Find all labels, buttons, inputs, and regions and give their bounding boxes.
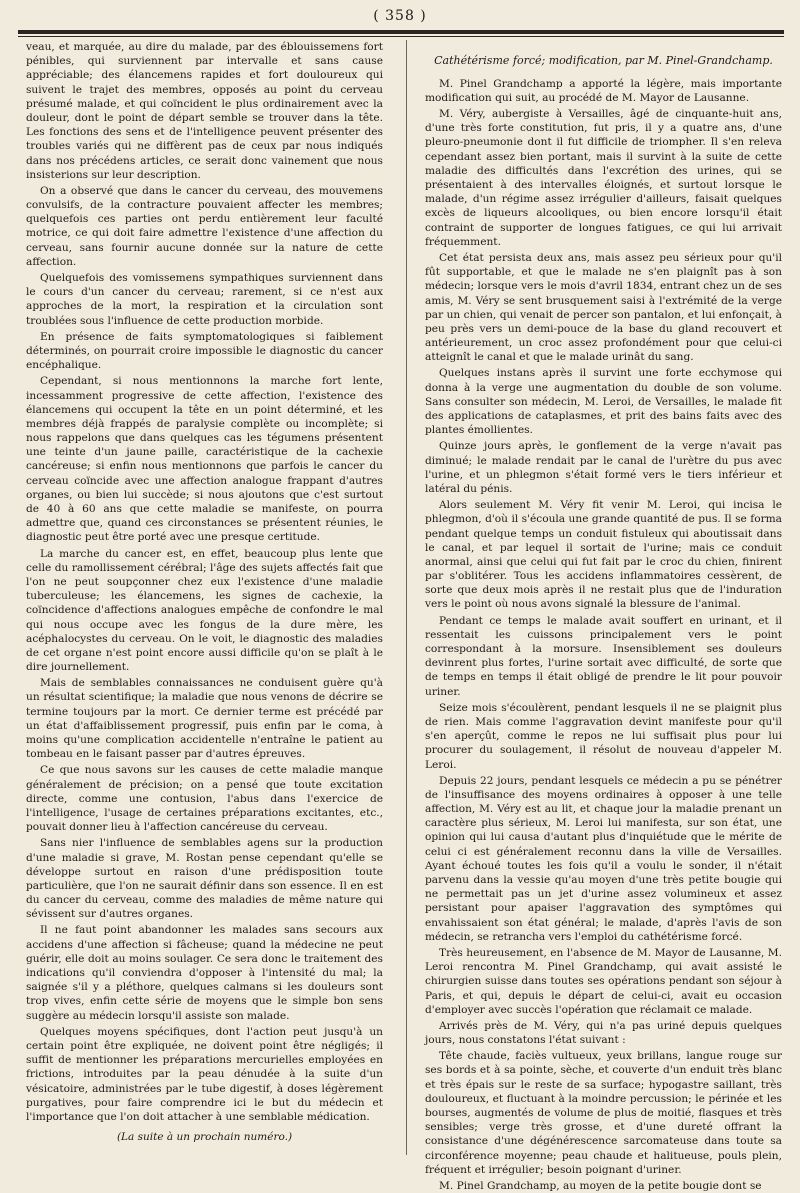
article-heading: Cathétérisme forcé; modification, par M. Pinel-Grandchamp.: [434, 54, 773, 67]
paragraph: veau, et marquée, au dire du malade, par des éblouissemens fort pénibles, qui surviennent par intervalle et sans cause appréciable; des élancemens rapides et fort douloureux qui suivent le trajet des membres, opposés au point du cerveau présumé malade, et qui coïncident le plus ordinairement avec la douleur, dont le point de départ semble se trouver dans la tête. Les fonctions des sens et de l'intelligence peuvent présenter des troubles variés qui ne diffèrent pas de ceux par nous indiqués dans nos précédens articles, ce serait donc vainement que nous insisterions sur leur description.: [26, 41, 383, 181]
paragraph: On a observé que dans le cancer du cerveau, des mouvemens convulsifs, de la contracture pouvaient affecter les membres; quelquefois ces parties ont perdu entièrement leur faculté motrice, ce qui doit faire admettre l'existence d'une affection du cerveau, sans fournir aucune donnée sur la nature de cette affection.: [26, 184, 383, 268]
paragraph: M. Pinel Grandchamp a apporté la légère, mais importante modification qui suit, au procédé de M. Mayor de Lausanne.: [425, 77, 782, 104]
paragraph: Quinze jours après, le gonflement de la verge n'avait pas diminué; le malade rendait par le canal de l'urètre du pus avec l'urine, et un phlegmon s'était formé vers le tiers inférieur et latéral du pénis.: [425, 440, 782, 495]
left-column: [26, 40, 383, 1162]
paragraph: Pendant ce temps le malade avait souffert en urinant, et il ressentait les cuissons principalement vers le point correspondant à la morsure. Insensiblement ses douleurs devinrent plus fortes, l'urine sortait avec difficulté, de sorte que de temps en temps il était obligé de prendre le lit pour pouvoir uriner.: [425, 614, 782, 698]
header-rule: [18, 30, 784, 34]
paragraph: Cet état persista deux ans, mais assez peu sérieux pour qu'il fût supportable, et que le malade ne s'en plaignît pas à son médecin; lorsque vers le mois d'avril 1834, entrant chez un de ses amis, M. Véry se sent brusquement saisi à l'extrémité de la verge par un chien, qui venait de percer son pantalon, et lui enfonçait, à peu près vers un demi-pouce de la base du gland recouvert et antérieurement, un croc assez profondément pour que celui-ci atteignît le canal et que le malade urinât du sang.: [425, 251, 782, 364]
paragraph: M. Pinel Grandchamp, au moyen de la petite bougie dont se: [439, 1179, 762, 1192]
paragraph: Quelques instans après il survint une forte ecchymose qui donna à la verge une augmentation du double de son volume. Sans consulter son médecin, M. Leroi, de Versailles, le malade fit des applications de cataplasmes, et prit des bains faits avec des plantes émollientes.: [425, 367, 782, 437]
paragraph: Mais de semblables connaissances ne conduisent guère qu'à un résultat scientifique; la maladie que nous venons de décrire se termine toujours par la mort. Ce dernier terme est précédé par un état d'affaiblissement progressif, puis enfin par le coma, à moins qu'une complication accidentelle n'entraîne le patient au tombeau en le faisant passer par d'autres épreuves.: [26, 677, 383, 761]
paragraph: Depuis 22 jours, pendant lesquels ce médecin a pu se pénétrer de l'insuffisance des moyens ordinaires à opposer à une telle affection, M. Véry est au lit, et chaque jour la maladie prenant un caractère plus sérieux, M. Leroi lui manifesta, sur son état, une opinion qui lui causa d'autant plus d'inquiétude que le mérite de celui ci est généralement reconnu dans la ville de Versailles. Ayant échoué toutes les fois qu'il a voulu le sonder, il n'était parvenu dans la vessie qu'au moyen d'une très petite bougie qui ne permettait pas un jet d'urine assez volumineux et assez persistant pour apaiser l'aggravation des symptômes qui envahissaient son état général; le malade, d'après l'avis de son médecin, se retrancha vers l'emploi du cathétérisme forcé.: [425, 774, 782, 943]
paragraph: En présence de faits symptomatologiques si faiblement déterminés, on pourrait croire impossible le diagnostic du cancer encéphalique.: [26, 330, 383, 372]
paragraph: Ce que nous savons sur les causes de cette maladie manque généralement de précision; on a pensé que toute excitation directe, comme une contusion, l'abus dans l'exercice de l'intelligence, l'usage de certaines préparations excitantes, etc., pouvait donner lieu à l'affection cancéreuse du cerveau.: [26, 764, 383, 834]
paragraph: Tête chaude, faciès vultueux, yeux brillans, langue rouge sur ses bords et à sa pointe, sèche, et couverte d'un enduit très blanc et très épais sur le reste de sa surface; hypogastre saillant, très douloureux, et fluctuant à la moindre percussion; le périnée et les bourses, augmentés de volume de plus de moitié, flasques et très sensibles; verge très grosse, et d'une dureté offrant la consistance d'une dégénérescence sarcomateuse dans toute sa circonférence moyenne; peau chaude et halitueuse, pouls plein, fréquent et irrégulier; besoin poignant d'uriner.: [425, 1050, 782, 1176]
paragraph: Il ne faut point abandonner les malades sans secours aux accidens d'une affection si fâcheuse; quand la médecine ne peut guérir, elle doit au moins soulager. Ce sera donc le traitement des indications qu'il conviendra d'opposer à l'intensité du mal; la saignée s'il y a pléthore, quelques calmans si les douleurs sont trop vives, enfin cette série de moyens que le simple bon sens suggère au médecin lorsqu'il assiste son malade.: [26, 924, 383, 1022]
continuation-note: (La suite à un prochain numéro.): [116, 1131, 293, 1144]
page-number: ( 358 ): [373, 8, 427, 24]
right-column: [425, 40, 782, 1192]
paragraph: Alors seulement M. Véry fit venir M. Leroi, qui incisa le phlegmon, d'où il s'écoula une grande quantité de pus. Il se forma pendant quelque temps un conduit fistuleux qui aboutissait dans le canal, et par lequel il sortait de l'urine; mais ce conduit anormal, ainsi que celui qui fut fait par le croc du chien, finirent par s'oblitérer. Tous les accidens inflammatoires cessèrent, de sorte que deux mois après il ne restait plus que de l'induration vers le point où nous avons signalé la blessure de l'animal.: [425, 499, 782, 611]
paragraph: La marche du cancer est, en effet, beaucoup plus lente que celle du ramollissement cérébral; l'âge des sujets affectés fait que l'on ne peut soupçonner chez eux l'existence d'une maladie tuberculeuse; les élancemens, les signes de cachexie, la coïncidence d'affections analogues empêche de confondre le mal qui nous occupe avec les fongus de la dure mère, les acéphalocystes du cerveau. On le voit, le diagnostic des maladies de cet organe n'est point encore aussi difficile qu'on se plaît à le dire journellement.: [26, 547, 383, 674]
paragraph: Quelquefois des vomissemens sympathiques surviennent dans le cours d'un cancer du cerveau; rarement, si ce n'est aux approches de la mort, la respiration et la circulation sont troublées sous l'influence de cette production morbide.: [26, 272, 383, 327]
paragraph: Très heureusement, en l'absence de M. Mayor de Lausanne, M. Leroi rencontra M. Pinel Grandchamp, qui avait assisté le chirurgien suisse dans toutes ses opérations pendant son séjour à Paris, et qui, depuis le départ de celui-ci, avait eu occasion d'employer avec succès l'opération que réclamait ce malade.: [425, 946, 782, 1016]
paragraph: Seize mois s'écoulèrent, pendant lesquels il ne se plaignit plus de rien. Mais comme l'aggravation devint manifeste pour qu'il s'en aperçût, comme le repos ne lui suffisait plus pour lui procurer du soulagement, il résolut de nouveau d'appeler M. Leroi.: [425, 701, 782, 771]
header-rule-thin: [18, 36, 784, 37]
paragraph: Cependant, si nous mentionnons la marche fort lente, incessamment progressive de cette affection, l'existence des élancemens qui occupent la tête en un point déterminé, et les membres déjà frappés de paralysie complète ou incomplète; si nous rappelons que dans quelques cas les tégumens présentent une teinte d'un jaune paille, caractéristique de la cachexie cancéreuse; si enfin nous mentionnons que parfois le cancer du cerveau coïncide avec une affection analogue frappant d'autres organes, ou bien lui succède; si nous ajoutons que c'est surtout de 40 à 60 ans que cette maladie se manifeste, on pourra admettre que, quand ces circonstances se présentent réunies, le diagnostic peut être porté avec une presque certitude.: [26, 375, 383, 544]
paragraph: M. Véry, aubergiste à Versailles, âgé de cinquante-huit ans, d'une très forte constitution, fut pris, il y a quatre ans, d'une pleuro-pneumonie dont il fut difficile de triompher. Il s'en releva cependant assez bien portant, mais il survint à la suite de cette maladie des difficultés dans l'excrétion des urines, qui se présentaient à des intervalles éloignés, et surtout lorsque le malade, d'un régime assez irrégulier d'ailleurs, faisait quelques excès de liqueurs alcooliques, ou bien encore lorsqu'il était contraint de supporter de longues fatigues, ce qui lui arrivait fréquemment.: [425, 108, 782, 248]
paragraph: Quelques moyens spécifiques, dont l'action peut jusqu'à un certain point être expliquée, ne doivent point être négligés; il suffit de mentionner les préparations mercurielles employées en frictions, introduites par la peau dénudée à la suite d'un vésicatoire, administrées par le tube digestif, à doses légèrement purgatives, pour faire comprendre ici le but du médecin et l'importance que l'on doit attacher à une semblable médication.: [26, 1025, 383, 1123]
paragraph: Arrivés près de M. Véry, qui n'a pas uriné depuis quelques jours, nous constatons l'état suivant :: [425, 1019, 782, 1047]
column-divider: [406, 40, 407, 1155]
paragraph: Sans nier l'influence de semblables agens sur la production d'une maladie si grave, M. Rostan pense cependant qu'elle se développe surtout en raison d'une prédisposition toute particulière, que l'on ne saurait définir dans son essence. Il en est du cancer du cerveau, comme des maladies de même nature qui sévissent sur d'autres organes.: [26, 837, 383, 921]
